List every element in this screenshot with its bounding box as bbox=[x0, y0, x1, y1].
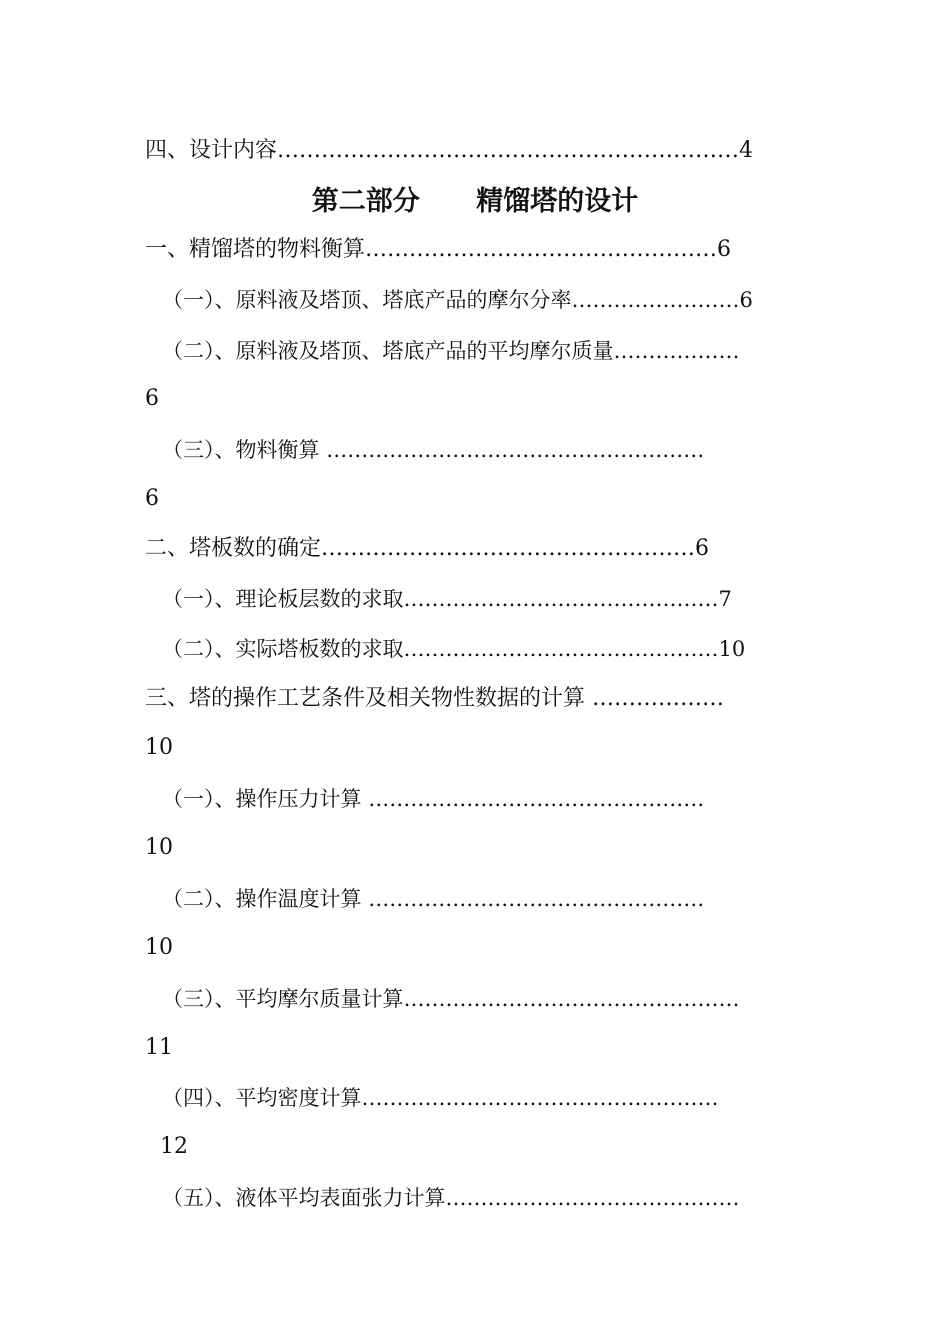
toc-entry bbox=[162, 884, 704, 914]
toc-entry-text: 三、塔的操作工艺条件及相关物性数据的计算 bbox=[145, 686, 592, 711]
toc-page-number-wrapped: 6 bbox=[145, 386, 159, 411]
toc-entry-text: （二）、实际塔板数的求取 bbox=[162, 637, 404, 661]
toc-page-number-wrapped: 10 bbox=[145, 835, 173, 860]
toc-entry-text: （一）、操作压力计算 bbox=[162, 787, 369, 811]
toc-entry-text: 四、设计内容 bbox=[145, 138, 278, 163]
toc-entry-design-content bbox=[145, 136, 753, 166]
toc-page-number-wrapped: 10 bbox=[145, 935, 173, 960]
toc-page-number: 7 bbox=[718, 587, 732, 611]
toc-page-number: 6 bbox=[717, 237, 732, 262]
toc-leader: ……………………………………………………… bbox=[277, 138, 740, 163]
toc-page-number: 6 bbox=[739, 288, 753, 312]
toc-leader: …………………………………………… bbox=[361, 1086, 719, 1110]
toc-entry bbox=[162, 435, 704, 465]
toc-entry-text: 一、精馏塔的物料衡算 bbox=[145, 237, 366, 262]
toc-entry-text: （三）、平均摩尔质量计算 bbox=[162, 987, 404, 1011]
toc-entry-text: 二、塔板数的确定 bbox=[145, 536, 322, 561]
toc-leader: ……………… bbox=[613, 339, 740, 363]
toc-leader: ……………………………………………… bbox=[326, 438, 705, 462]
toc-leader: …………………… bbox=[571, 288, 740, 312]
toc-entry-text: （一）、理论板层数的求取 bbox=[162, 587, 404, 611]
toc-leader: ………………………………………… bbox=[365, 237, 718, 262]
toc-entry bbox=[162, 984, 740, 1014]
toc-page-number-wrapped: 10 bbox=[145, 735, 173, 760]
part-title: 第二部分 精馏塔的设计 bbox=[311, 186, 639, 217]
toc-leader: ……………………………………… bbox=[403, 637, 719, 661]
toc-entry bbox=[162, 1083, 719, 1113]
toc-entry-text: （二）、操作温度计算 bbox=[162, 887, 369, 911]
toc-entry-text: （一）、原料液及塔顶、塔底产品的摩尔分率 bbox=[162, 288, 572, 312]
toc-page-number-wrapped: 11 bbox=[145, 1035, 173, 1060]
toc-entry bbox=[145, 684, 724, 714]
toc-entry bbox=[162, 336, 740, 366]
toc-page-number-wrapped: 12 bbox=[160, 1134, 188, 1159]
toc-page-number: 4 bbox=[739, 138, 754, 163]
toc-entry bbox=[162, 584, 732, 614]
toc-entry-text: （二）、原料液及塔顶、塔底产品的平均摩尔质量 bbox=[162, 339, 614, 363]
toc-leader: …………………………………………… bbox=[321, 536, 696, 561]
toc-leader: ………………………………………… bbox=[368, 887, 705, 911]
toc-entry-text: （四）、平均密度计算 bbox=[162, 1086, 362, 1110]
toc-leader: ……………… bbox=[592, 686, 724, 711]
toc-leader: ………………………………………… bbox=[403, 987, 740, 1011]
toc-entry bbox=[162, 784, 704, 814]
toc-leader: ………………………………………… bbox=[368, 787, 705, 811]
toc-entry-text: （三）、物料衡算 bbox=[162, 438, 327, 462]
toc-entry bbox=[162, 1183, 740, 1213]
toc-page-number: 6 bbox=[695, 536, 710, 561]
toc-entry bbox=[162, 634, 745, 664]
toc-page-number: 10 bbox=[718, 637, 746, 661]
toc-leader: ……………………………………… bbox=[403, 587, 719, 611]
toc-leader: …………………………………… bbox=[445, 1186, 740, 1210]
toc-entry-text: （五）、液体平均表面张力计算 bbox=[162, 1186, 446, 1210]
toc-entry bbox=[145, 235, 731, 265]
toc-entry bbox=[162, 285, 753, 315]
toc-page-number-wrapped: 6 bbox=[145, 486, 159, 511]
toc-entry bbox=[145, 534, 709, 564]
